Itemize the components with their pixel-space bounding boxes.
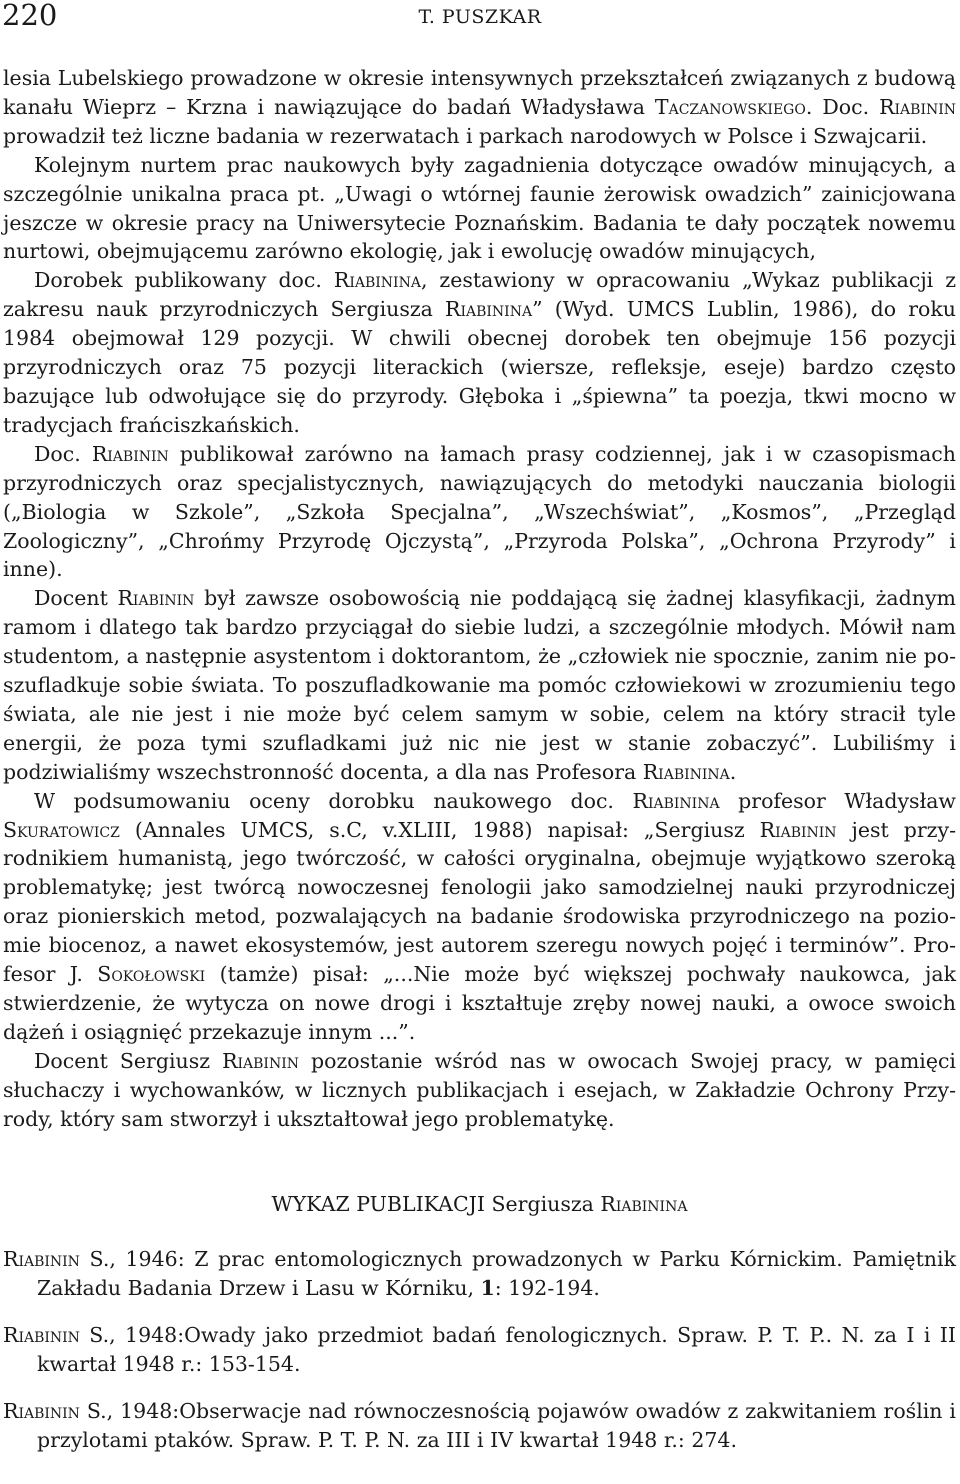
small-caps-name: kuratowicz [17,817,120,842]
text-run: : 192-194. [494,1276,600,1301]
page-content [3,64,956,1455]
small-caps-name: iabinin [775,817,837,842]
text-run: . Doc. R [805,94,895,119]
text-run: S., 1948:Owady jako przedmiot badań fenologicznych. Spraw. P. T. P.. N. za I i II kwartał 1948 r.: 153-154. [37,1323,956,1377]
text-run: Docent Sergiusz R [34,1048,238,1073]
small-caps-name: iabinin [18,1399,80,1424]
small-caps-name: iabinina [349,268,421,293]
text-run: lesia Lubelskiego prowadzone w okresie intensywnych przekształceń związanych z budową kanału Wieprz – Krzna i nawiązujące do badań Władysława T [3,66,956,119]
text-run: jest przyrodnikiem humanistą, jego twórczość, w całości oryginalna, obejmuje wyjątkowo szeroką problematykę; jest twórcą nowoczesnej fenologii jako samodzielnej nauki przyrodniczej oraz pionierskich metod, pozwalających na badanie środowiska przyrodniczego na poziomie biocenoz, a nawet ekosystemów, jest autorem szeregu nowych pojęć i terminów”. Profesor J. S [3,817,956,987]
text-run: S., 1946: Z prac entomologicznych prowadzonych w Parku Kórnickim. Pamiętnik Zakładu Badania Drzew i Lasu w Kórniku, [37,1247,956,1301]
text-run: R [3,1399,19,1424]
text-run: był zawsze osobowością nie poddającą się żadnej klasyfikacji, żadnym ramom i dlatego tak bardzo przyciągał do siebie ludzi, a szczególnie młodych. Mówił nam studentom, a następnie asystentom i doktorantom, że „człowiek nie spocznie, zanim nie poszufladkuje sobie świata. To poszufladkowanie ma pomóc człowiekowi w zrozumieniu tego świata, ale nie jest i nie może być celem samym w sobie, celem na który stracił tyle energii, że poza tymi szufladkami już nic nie jest w stanie zobaczyć”. Lubiliśmy i podziwialiśmy wszechstronność docenta, a dla nas Profesora R [3,586,956,784]
text-run: WYKAZ PUBLIKACJI Sergiusza R [271,1191,616,1216]
small-caps-name: iabinina [615,1191,688,1216]
page-header [0,0,960,44]
running-head: T. PUSZKAR [418,6,542,28]
small-caps-name: iabinin [237,1048,299,1073]
small-caps-name: aczanowskiego [668,94,806,119]
paragraph [3,584,956,786]
small-caps-name: iabinin [18,1247,80,1272]
text-run: Dorobek publikowany doc. R [34,268,350,293]
text-run: . [729,759,737,784]
paragraph [3,787,956,1047]
text-run: pozostanie wśród nas w owocach Swojej pracy, w pamięci słuchaczy i wychowanków, w licznych publikacjach i esejach, w Zakładzie Ochrony Przyrody, który sam stworzył i ukształtował jego problematykę. [3,1048,956,1131]
paragraph [3,151,956,267]
small-caps-name: iabinina [658,759,730,784]
paragraph [3,440,956,585]
paragraph [3,1047,956,1134]
small-caps-name: iabinin [18,1323,80,1348]
text-run: profesor Władysław S [3,788,956,842]
small-caps-name: iabinin [107,441,169,466]
text-run: R [3,1247,19,1272]
bold-text: 1 [480,1276,495,1301]
text-run: Doc. R [34,441,108,466]
text-run: (Annales UMCS, s.C, v.XLIII, 1988) napisał: „Sergiusz R [119,817,776,842]
page-number: 220 [2,0,58,32]
text-run: Kolejnym nurtem prac naukowych były zagadnienia dotyczące owadów minujących, a szczególnie unikalna praca pt. „Uwagi o wtórnej faunie żerowisk owadzich” zainicjowana jeszcze w okresie pracy na Uniwersytecie Poznańskim. Badania te dały początek nowemu nurtowi, obejmującemu zarówno ekologię, jak i ewolucję owadów minujących, [3,152,956,264]
reference-entry [3,1321,956,1379]
text-run: ” (Wyd. UMCS Lublin, 1986), do roku 1984 obejmował 129 pozycji. W chwili obecnej dorobek ten obejmuje 156 pozycji przyrodniczych oraz 75 pozycji literackich (wiersze, refleksje, eseje) bardzo często bazujące lub odwołujące się do przyrody. Głęboka i „śpiewna” ta poezja, tkwi mocno w tradycjach frańciszkańskich. [3,297,956,437]
small-caps-name: iabinina [647,788,720,813]
text-run: , zestawiony w opracowaniu „Wykaz publikacji z zakresu nauk przyrodniczych Sergiusza R [3,268,957,322]
section-title [3,1190,956,1219]
reference-entry [3,1245,956,1303]
reference-list [3,1245,956,1454]
small-caps-name: iabinina [460,297,533,322]
text-run: Docent R [34,586,133,611]
text-run: publikował zarówno na łamach prasy codziennej, jak i w czasopismach przyrodniczych oraz specjalistycznych, nawiązujących do metodyki nauczania biologii („Biologia w Szkole”, „Szkoła Specjalna”, „Wszechświat”, „Kosmos”, „Przegląd Zoologiczny”, „Chrońmy Przyrodę Ojczystą”, „Przyroda Polska”, „Ochrona Przyrody” i inne). [3,441,956,582]
text-run: prowadził też liczne badania w rezerwatach i parkach narodowych w Polsce i Szwajcarii. [3,123,928,148]
small-caps-name: okołowski [111,962,206,987]
paragraph [3,64,956,151]
text-run: (tamże) pisał: „...Nie może być większej pochwały naukowca, jak stwierdzenie, że wytycza on nowe drogi i kształtuje zręby nowej nauki, a owoce swoich dążeń i osiągnięć przekazuje innym ...”. [3,962,956,1044]
text-run: R [3,1323,19,1348]
small-caps-name: iabinin [132,586,195,611]
reference-entry [3,1397,956,1455]
body-text [3,64,956,1134]
text-run: S., 1948:Obserwacje nad równoczesnością pojawów owadów z zakwitaniem roślin i przylotami ptaków. Spraw. P. T. P. N. za III i IV kwartał 1948 r.: 274. [37,1399,956,1452]
text-run: W podsumowaniu oceny dorobku naukowego doc. R [34,788,648,813]
small-caps-name: iabinin [894,94,957,119]
paragraph [3,266,956,439]
